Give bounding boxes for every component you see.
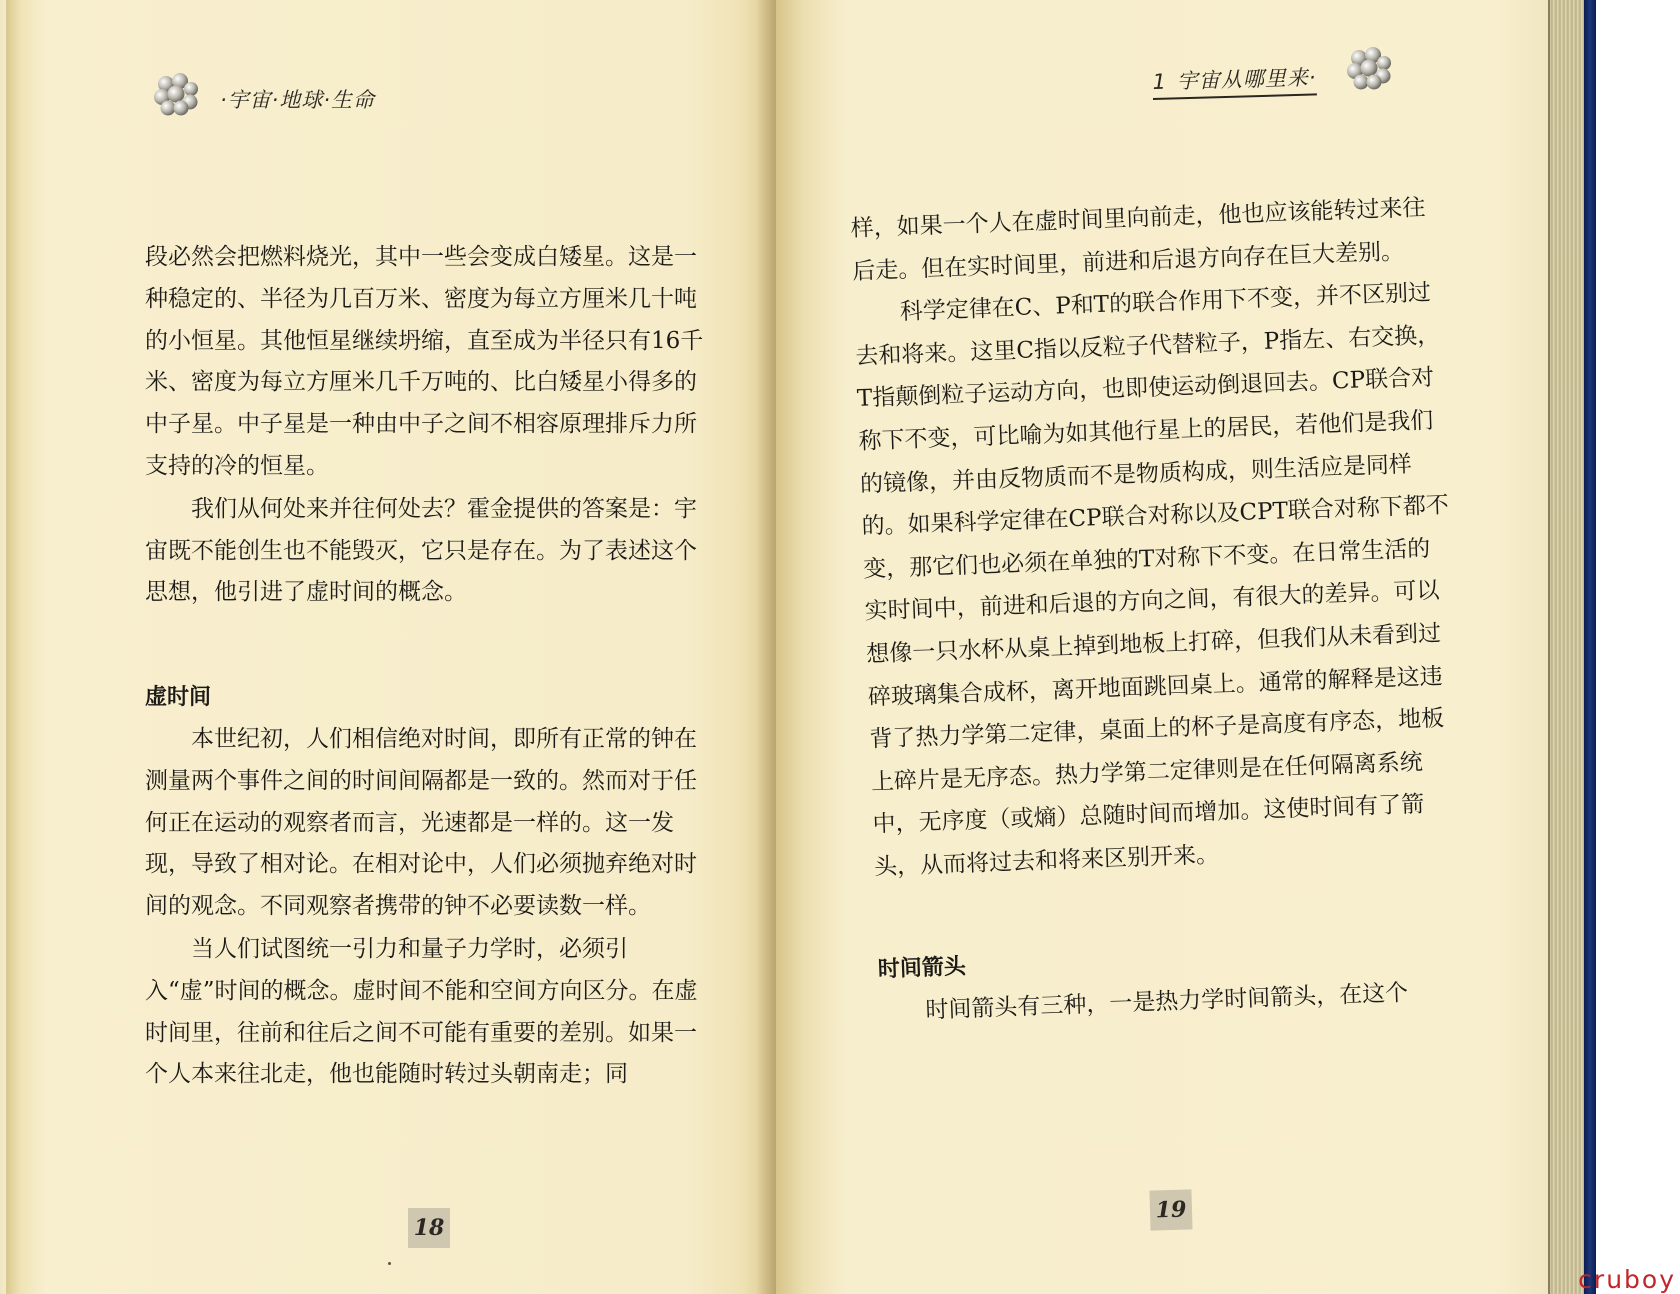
paper-speck xyxy=(388,1262,391,1265)
page-number-right: 19 xyxy=(1149,1189,1192,1230)
chapter-title: 宇宙从哪里来· xyxy=(1176,65,1317,94)
paragraph: 我们从何处来并往何处去？霍金提供的答案是：宇宙既不能创生也不能毁灭，它只是存在。为了表述这个思想，他引进了虚时间的概念。 xyxy=(145,495,697,606)
book-cover-edge xyxy=(1584,0,1596,1294)
right-page-body xyxy=(850,186,1470,1034)
running-head-left: ·宇宙·地球·生命 xyxy=(220,88,376,112)
page-block-edge xyxy=(1548,0,1586,1294)
paragraph: 科学定律在C、P和T的联合作用下不变，并不区别过去和将来。这里C指以反粒子代替粒子，P指左、右交换，T指颠倒粒子运动方向，也即使运动倒退回去。CP联合对称下不变，可比喻为如其他行星上的居民，若他们是我们的镜像，并由反物质而不是物质构成，则生活应是同样的。如果科学定律在CP联合对称以及CPT联合对称下都不变，那它们也必须在单独的T对称下不变。在日常生活的实时间中，前进和后退的方向之间，有很大的差异。可以想像一只水杯从桌上掉到地板上打碎，但我们从未看到过碎玻璃集合成杯，离开地面跳回桌上。通常的解释是这违背了热力学第二定律，桌面上的杯子是高度有序态，地板上碎片是无序态。热力学第二定律则是在任何隔离系统中，无序度（或熵）总随时间而增加。这使时间有了箭头，从而将过去和将来区别开来。 xyxy=(854,279,1450,881)
left-page-body xyxy=(145,237,715,1096)
chapter-number: 1 xyxy=(1152,69,1168,95)
paragraph: 当人们试图统一引力和量子力学时，必须引入“虚”时间的概念。虚时间不能和空间方向区分。在虚时间里，往前和往后之间不可能有重要的差别。如果一个人本来往北走，他也能随时转过头朝南走；同 xyxy=(145,935,698,1088)
paragraph: 时间箭头有三种，一是热力学时间箭头，在这个 xyxy=(924,980,1409,1024)
scanner-watermark: cruboy xyxy=(1578,1265,1676,1294)
page-number-left: 18 xyxy=(408,1208,450,1248)
sphere-cluster-icon xyxy=(1345,44,1393,92)
paragraph: 样，如果一个人在虚时间里向前走，他也应该能转过来往后走。但在实时间里，前进和后退方向存在巨大差别。 xyxy=(850,194,1426,285)
paragraph: 本世纪初，人们相信绝对时间，即所有正常的钟在测量两个事件之间的时间间隔都是一致的。然而对于任何正在运动的观察者而言，光速都是一样的。这一发现，导致了相对论。在相对论中，人们必须抛弃绝对时间的观念。不同观察者携带的钟不必要读数一样。 xyxy=(145,725,697,920)
paragraph: 段必然会把燃料烧光，其中一些会变成白矮星。这是一种稳定的、半径为几百万米、密度为每立方厘米几十吨的小恒星。其他恒星继续坍缩，直至成为半径只有16千米、密度为每立方厘米几千万吨的、比白矮星小得多的中子星。中子星是一种由中子之间不相容原理排斥力所支持的冷的恒星。 xyxy=(145,244,704,479)
section-heading: 时间箭头 xyxy=(877,953,967,982)
section-heading: 虚时间 xyxy=(145,685,212,711)
sphere-cluster-icon xyxy=(152,70,200,118)
running-head-right xyxy=(1152,61,1317,100)
